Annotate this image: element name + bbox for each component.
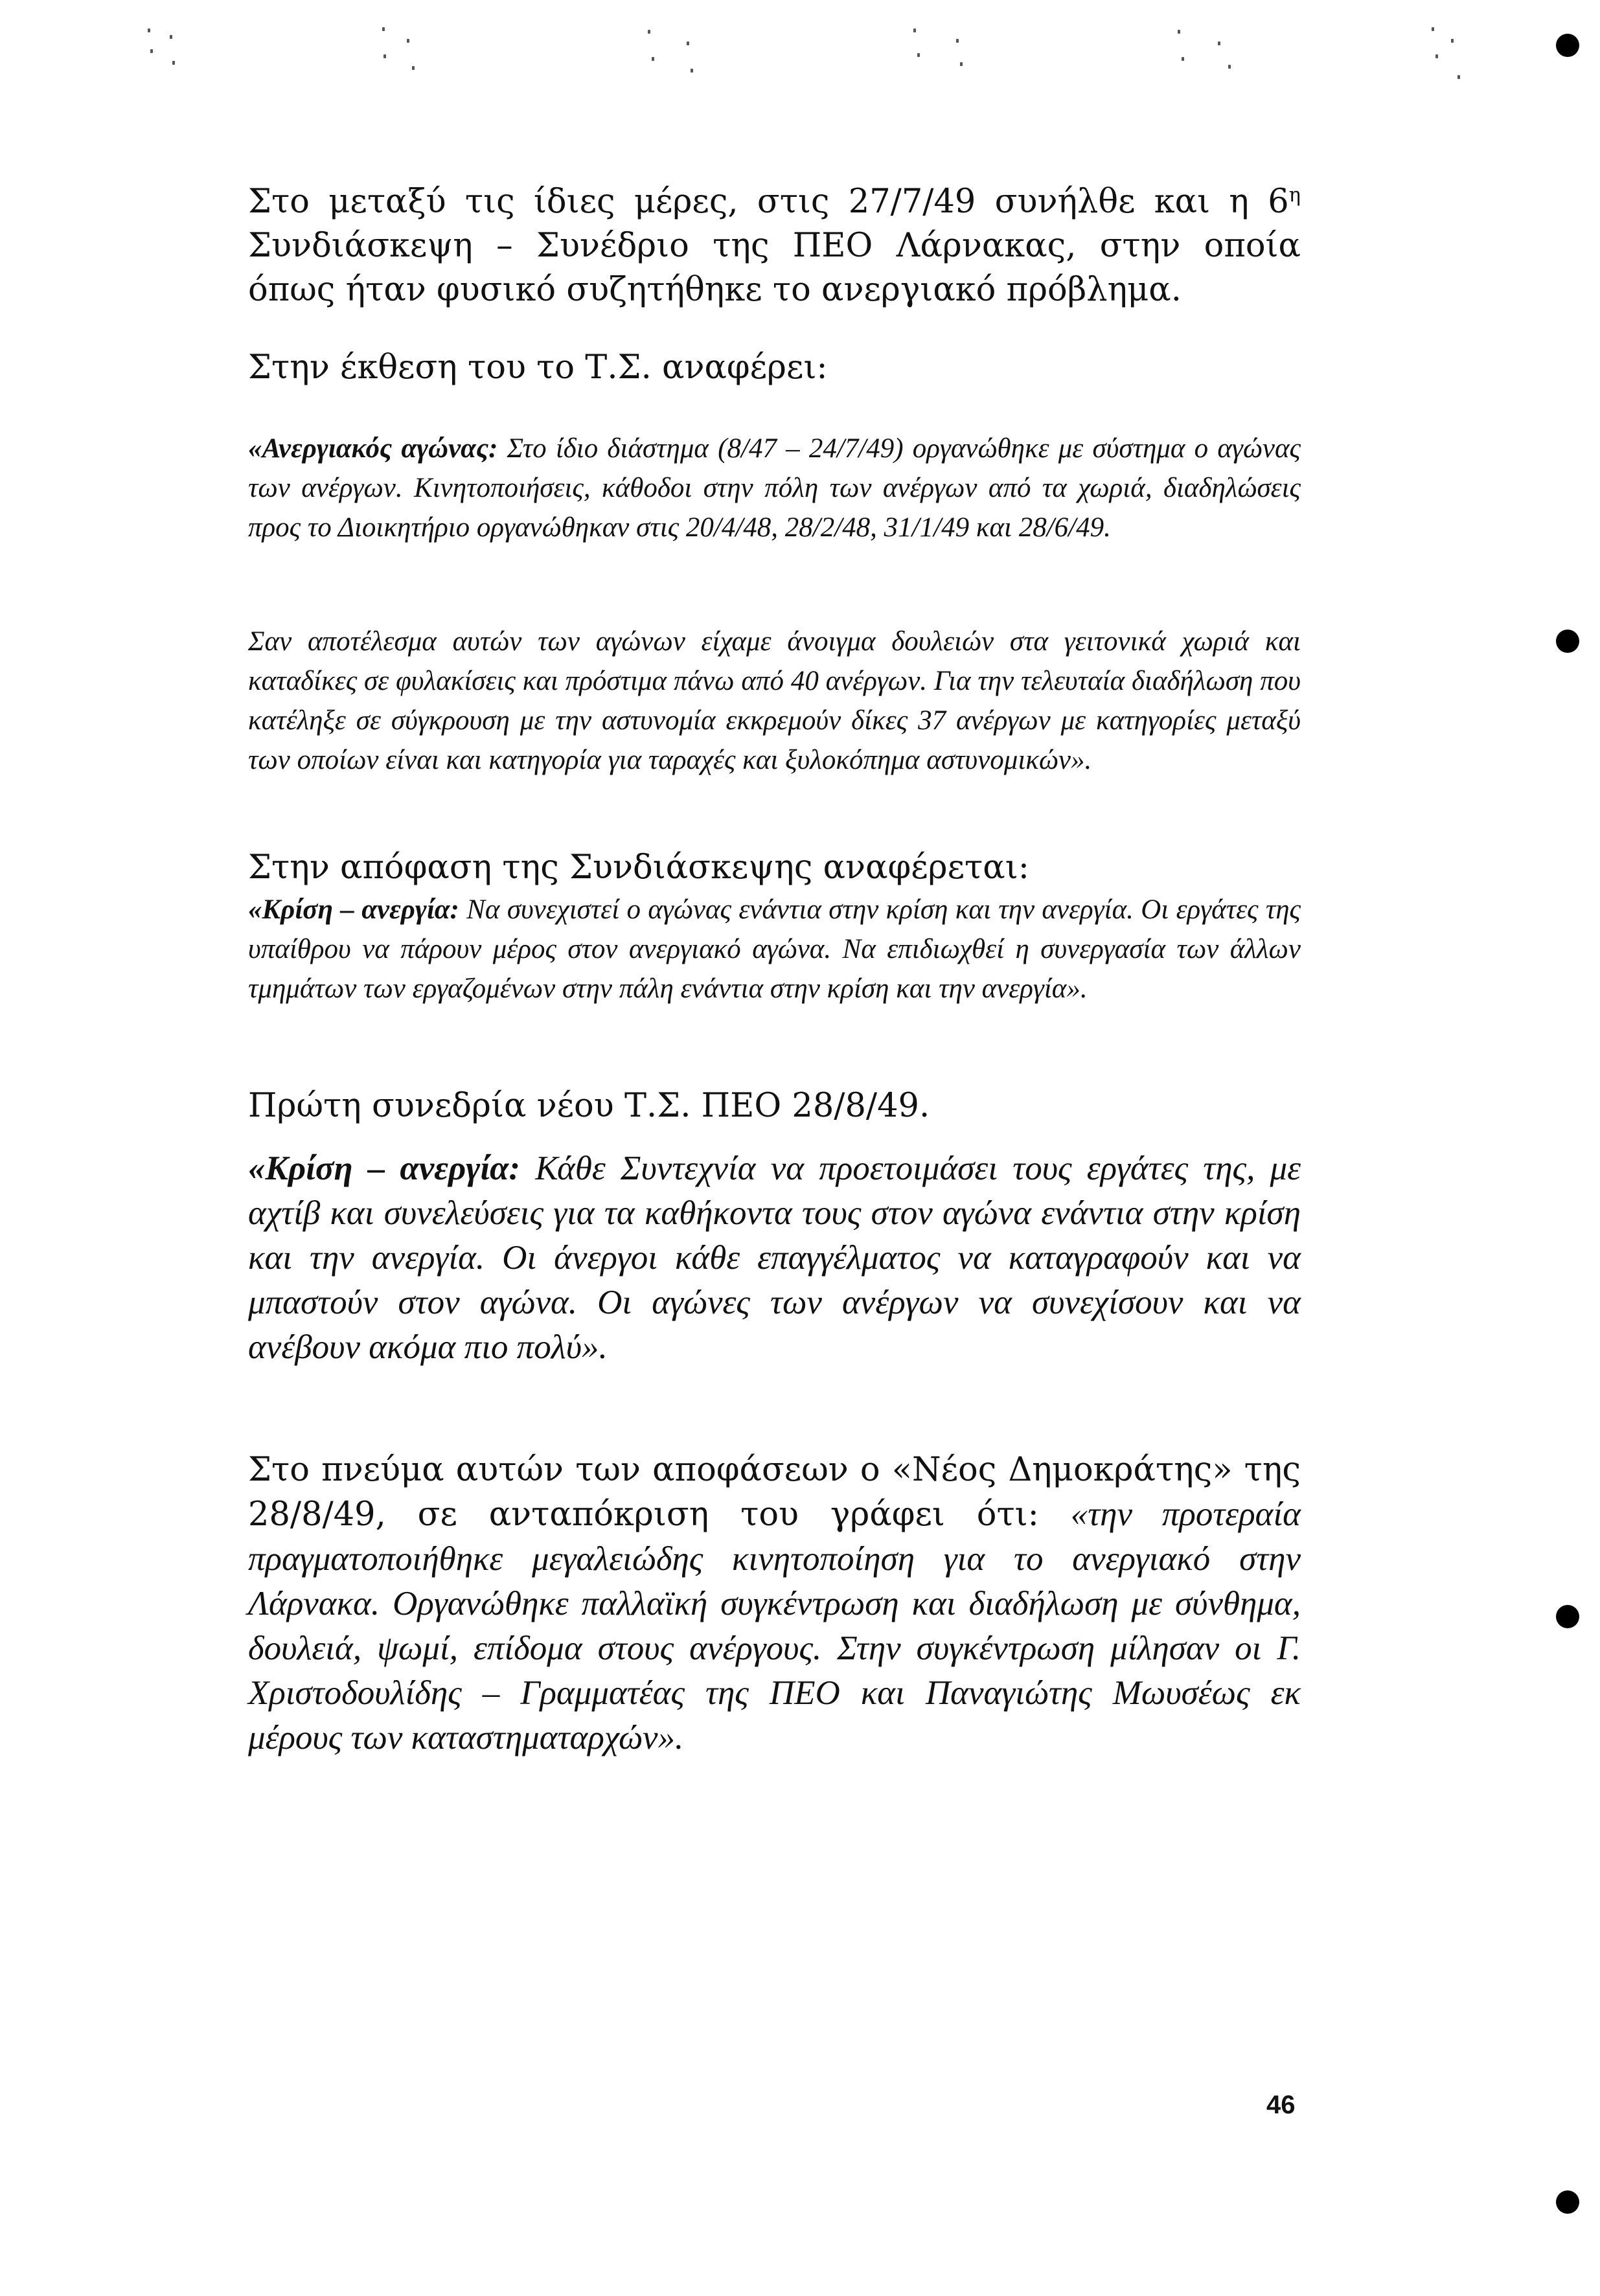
binder-dot — [1556, 34, 1579, 57]
page-number: 46 — [1266, 2091, 1296, 2119]
paragraph-report-intro: Στην έκθεση του το Τ.Σ. αναφέρει: — [248, 348, 828, 387]
paragraph-first-session: Πρώτη συνεδρία νέου Τ.Σ. ΠΕΟ 28/8/49. — [248, 1087, 930, 1125]
paragraph-intro: Στο μεταξύ τις ίδιες μέρες, στις 27/7/49 συνήλθε και η $6^\eta$ Συνδιάσκεψη – Συνέδριο της ΠΕΟ Λάρνακας, στην οποία όπως ήταν φυσικό συζητήθηκε το ανεργιακό πρόβλημα. — [248, 183, 1301, 309]
paragraph-decision-intro: Στην απόφαση της Συνδιάσκεψης αναφέρεται: — [248, 848, 1029, 887]
binder-dot — [1556, 1605, 1579, 1628]
quote-unemployment-struggle: «Ανεργιακός αγώνας: Στο ίδιο διάστημα (8/47 – 24/7/49) οργανώθηκε με σύστημα ο αγώνας των ανέργων. Κινητοποιήσεις, κάθοδοι στην πόλη των ανέργων από τα χωριά, διαδηλώσεις προς το Διοικητήριο οργανώθηκαν στις 20/4/48, 28/2/48, 31/1/49 και 28/6/49. — [248, 433, 1301, 543]
quote-first-session: «Κρίση – ανεργία: Κάθε Συντεχνία να προετοιμάσει τους εργάτες της, με αχτίβ και συνελεύσεις για τα καθήκοντα τους στον αγώνα ενάντια στην κρίση και την ανεργία. Οι άνεργοι κάθε επαγγέλματος να καταγραφούν και να μπαστούν στον αγώνα. Οι αγώνες των ανέργων να συνεχίσουν και να ανέβουν ακόμα πιο πολύ». — [248, 1150, 1301, 1366]
quote-results: Σαν αποτέλεσμα αυτών των αγώνων είχαμε άνοιγμα δουλειών στα γειτονικά χωριά και καταδίκες σε φυλακίσεις και πρόστιμα πάνω από 40 ανέργων. Για την τελευταία διαδήλωση που κατέληξε σε σύγκρουση με την αστυνομία εκκρεμούν δίκες 37 ανέργων με κατηγορίες μεταξύ των οποίων είναι και κατηγορία για ταραχές και ξυλοκόπημα αστυνομικών». — [248, 626, 1301, 775]
binder-dot — [1556, 630, 1579, 653]
binder-dot — [1556, 2190, 1579, 2214]
punch-hole-marks — [0, 16, 1600, 100]
quote-crisis-decision: «Κρίση – ανεργία: Να συνεχιστεί ο αγώνας ενάντια στην κρίση και την ανεργία. Οι εργάτες της υπαίθρου να πάρουν μέρος στον ανεργιακό αγώνα. Να επιδιωχθεί η συνεργασία των άλλων τμημάτων των εργαζομένων στην πάλη ενάντια στην κρίση και την ανεργία». — [248, 894, 1301, 1004]
paragraph-neos-dimokratis: Στο πνεύμα αυτών των αποφάσεων ο «Νέος Δημοκράτης» της 28/8/49, σε ανταπόκριση του γράφει ότι: «την προτεραία πραγματοποιήθηκε μεγαλειώδης κινητοποίηση για το ανεργιακό στην Λάρνακα. Οργανώθηκε παλλαϊκή συγκέντρωση και διαδήλωση με σύνθημα, δουλειά, ψωμί, επίδομα στους ανέργους. Στην συγκέντρωση μίλησαν οι Γ. Χριστοδουλίδης – Γραμματέας της ΠΕΟ και Παναγιώτης Μωυσέως εκ μέρους των καταστηματαρχών». — [248, 1451, 1301, 1756]
